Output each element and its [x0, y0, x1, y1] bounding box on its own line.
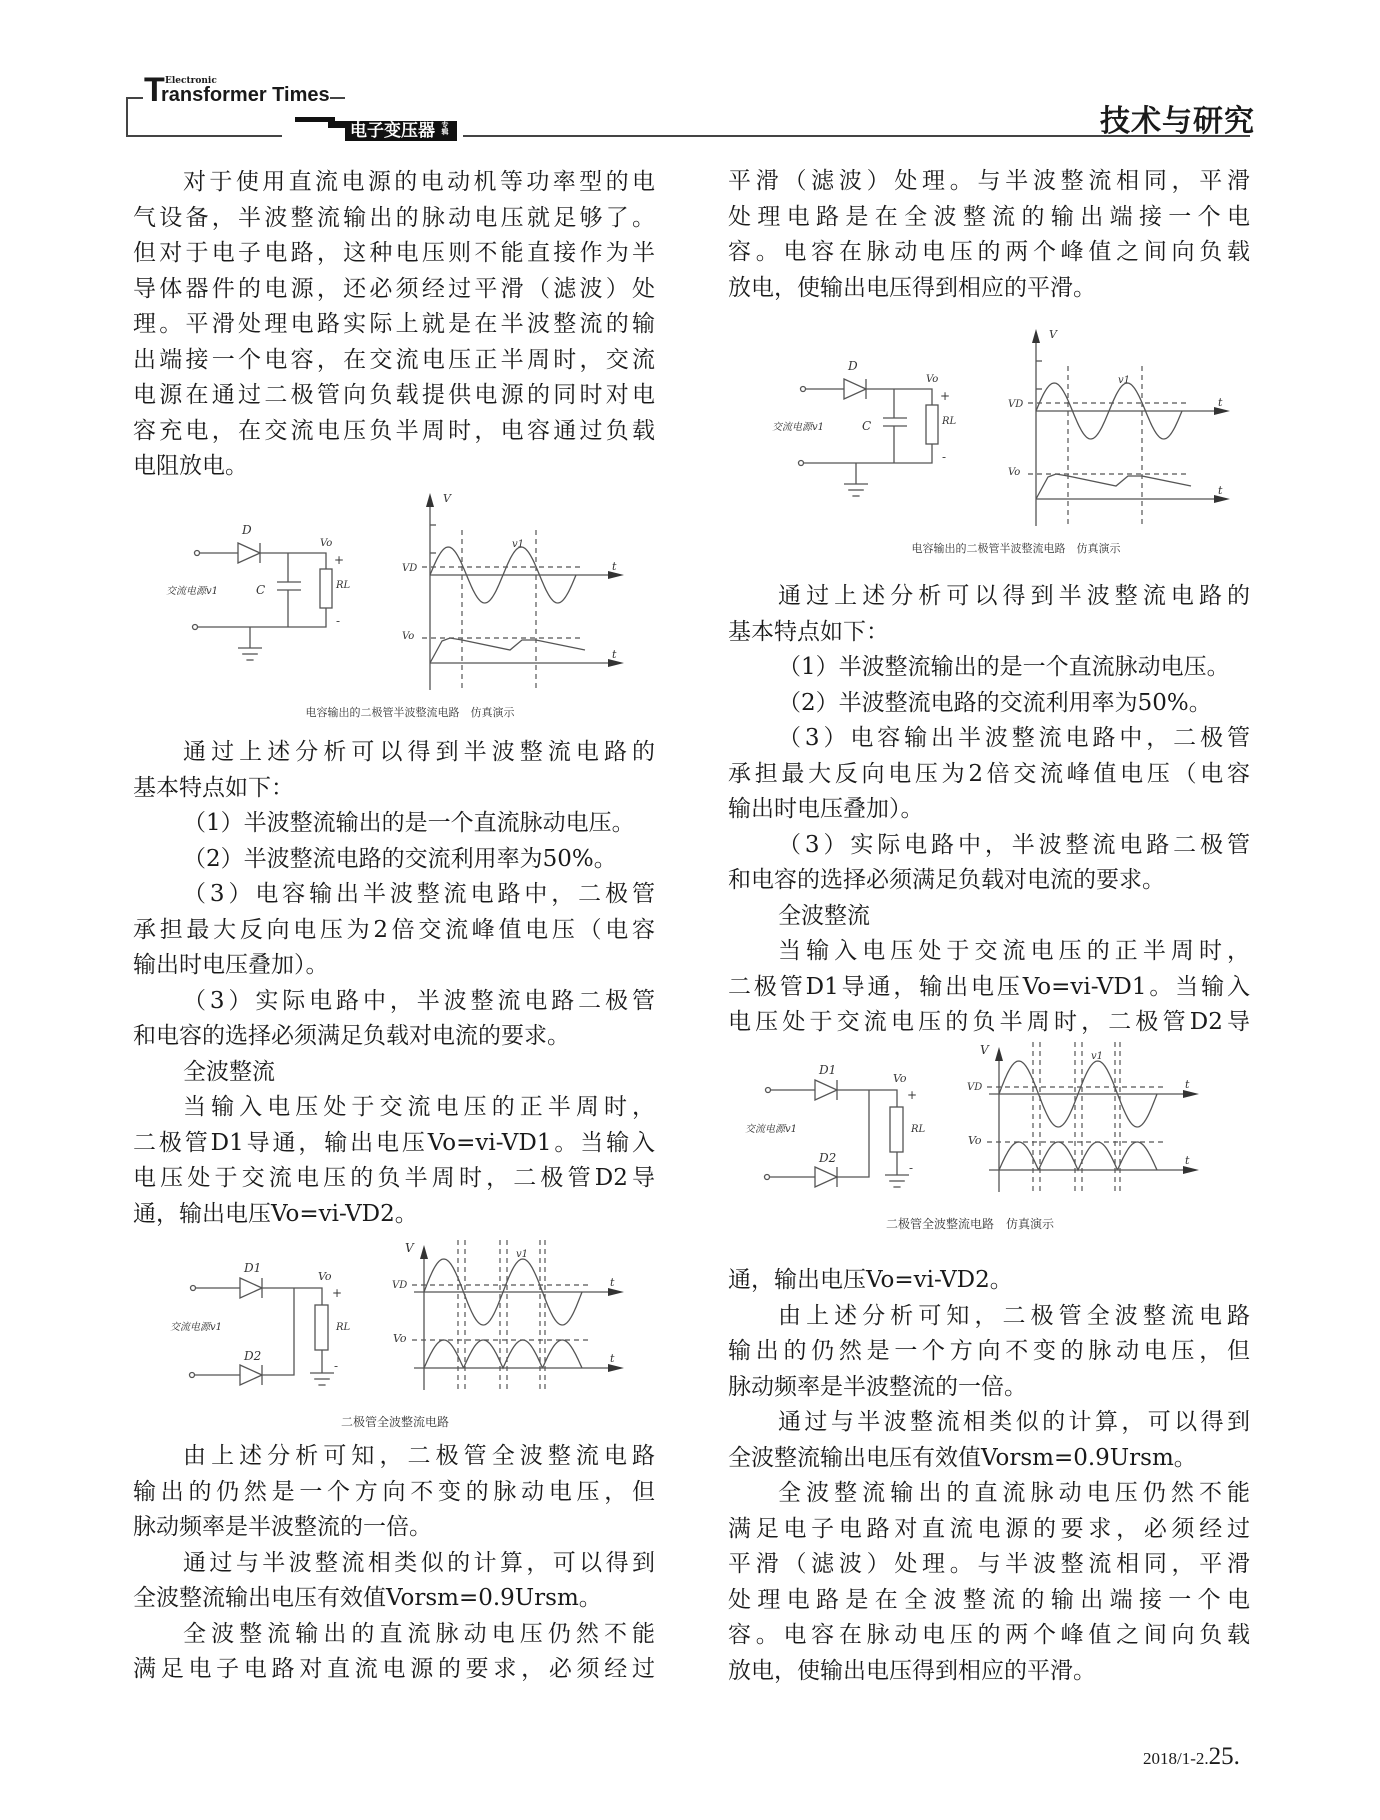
text-line: 全波整流输出电压有效值Vorsm=0.9Ursm。 — [133, 1585, 602, 1611]
axis-arrow-icon — [995, 1047, 1003, 1061]
source-label: 交流电源v1 — [745, 1124, 798, 1135]
source-label: 交流电源v1 — [166, 586, 219, 597]
text-line: 但对于电子电路，这种电压则不能直接作为半 — [133, 240, 655, 266]
text-line: 当输入电压处于交流电压的正半周时， — [778, 938, 1250, 964]
v-axis-label: V — [1049, 328, 1057, 341]
text-line: （3）实际电路中，半波整流电路二极管 — [778, 831, 1250, 858]
figure-caption: 二极管全波整流电路 — [340, 1415, 450, 1429]
text-line: 二极管D1导通，输出电压Vo=vi-VD1。当输入 — [728, 973, 1250, 1000]
figure-caption: 电容输出的二极管半波整流电路 仿真演示 — [305, 706, 515, 719]
text-line: 出端接一个电容，在交流电压正半周时，交流 — [133, 346, 655, 373]
text-line: 电源在通过二极管向负载提供电源的同时对电 — [133, 382, 655, 408]
text-line: 输出时电压叠加）。 — [133, 952, 329, 978]
figure-full-wave-rectifier — [150, 1230, 670, 1470]
terminal — [801, 387, 806, 392]
text-line: （3）实际电路中，半波整流电路二极管 — [183, 987, 655, 1014]
resistor-label: RL — [942, 416, 957, 427]
ground-symbol — [238, 648, 262, 660]
capacitor-label: C — [256, 583, 266, 597]
text-line: 通过上述分析可以得到半波整流电路的 — [183, 739, 655, 765]
vd-label: VD — [967, 1082, 983, 1093]
circuit-diagram — [725, 1032, 1245, 1272]
v-axis-label: V — [405, 1241, 414, 1255]
t-axis-label: t — [1218, 484, 1223, 497]
masthead-bottom-line — [126, 135, 282, 137]
text-line: 输出的仍然是一个方向不变的脉动电压，但 — [728, 1338, 1250, 1364]
vd-label: VD — [1008, 399, 1024, 410]
text-line: 全波整流 — [778, 902, 870, 929]
axis-arrow-icon — [608, 1364, 624, 1372]
brand-electronic: Electronic — [165, 76, 217, 86]
vo-axis-label: Vo — [393, 1332, 407, 1345]
source-label: 交流电源v1 — [170, 1322, 223, 1333]
d2-label: D2 — [819, 1151, 837, 1165]
text-line: 容。电容在脉动电压的两个峰值之间向负载 — [728, 239, 1250, 265]
capacitor-symbol — [883, 418, 907, 426]
terminal — [191, 1286, 196, 1291]
resistor-symbol — [890, 1107, 903, 1152]
text-line: 电压处于交流电压的负半周时，二极管D2导 — [728, 1009, 1250, 1035]
brand-dash — [330, 97, 345, 99]
text-line: 处理电路是在全波整流的输出端接一个电 — [728, 1586, 1250, 1613]
output-waveform — [999, 1142, 1157, 1170]
text-line: 全波整流 — [183, 1058, 275, 1085]
brand-name: ransformer Times — [161, 84, 330, 106]
ground-symbol — [885, 1175, 909, 1187]
text-line: 脉动频率是半波整流的一倍。 — [133, 1514, 432, 1540]
text-line: （2）半波整流电路的交流利用率为50%。 — [778, 689, 1212, 716]
terminal — [190, 1373, 195, 1378]
circuit-diagram — [756, 326, 1276, 566]
axis-arrow-icon — [1183, 1090, 1199, 1098]
terminal — [195, 551, 200, 556]
vo-axis-label: Vo — [1008, 467, 1021, 478]
text-block — [728, 164, 1250, 306]
text-block — [133, 735, 655, 1232]
source-label: 交流电源v1 — [772, 422, 825, 433]
text-line: 由上述分析可知，二极管全波整流电路 — [778, 1302, 1250, 1329]
text-line: 气设备，半波整流输出的脉动电压就足够了。 — [133, 204, 655, 231]
text-line: 容。电容在脉动电压的两个峰值之间向负载 — [728, 1622, 1250, 1648]
output-waveform — [424, 1340, 582, 1368]
ground-symbol — [844, 484, 868, 496]
resistor-label: RL — [336, 580, 351, 591]
text-line: 容充电，在交流电压负半周时，电容通过负载 — [133, 417, 655, 444]
diode-symbol — [815, 1167, 837, 1187]
brand-T: T — [144, 71, 165, 109]
t-axis-label: t — [1185, 1078, 1190, 1091]
text-line: 对于使用直流电源的电动机等功率型的电 — [183, 169, 655, 195]
t-axis-label: t — [610, 1352, 615, 1365]
v1-label: v1 — [1118, 375, 1131, 386]
terminal — [799, 461, 804, 466]
text-line: 电压处于交流电压的负半周时，二极管D2导 — [133, 1165, 655, 1191]
d2-label: D2 — [244, 1349, 262, 1363]
axis-arrow-icon — [608, 1288, 624, 1296]
text-line: 全波整流输出电压有效值Vorsm=0.9Ursm。 — [728, 1444, 1197, 1471]
text-line: 通，输出电压Vo=vi-VD2。 — [728, 1267, 1013, 1293]
axis-arrow-icon — [426, 493, 434, 507]
figure-caption: 电容输出的二极管半波整流电路 仿真演示 — [911, 542, 1121, 555]
wire — [804, 389, 932, 484]
diode-symbol — [815, 1080, 837, 1100]
issue-number: 2018/1-2. — [1143, 1749, 1209, 1768]
diode-symbol — [238, 543, 260, 563]
text-line: 输出的仍然是一个方向不变的脉动电压，但 — [133, 1478, 655, 1505]
wire — [198, 553, 326, 648]
plus-label: + — [940, 389, 951, 403]
text-line: 二极管D1导通，输出电压Vo=vi-VD1。当输入 — [133, 1129, 655, 1156]
resistor-symbol — [315, 1305, 328, 1350]
v-axis-label: V — [980, 1043, 989, 1057]
t-axis-label: t — [612, 560, 617, 573]
t-axis-label: t — [1218, 396, 1223, 409]
text-line: 处理电路是在全波整流的输出端接一个电 — [728, 203, 1250, 230]
text-block — [728, 579, 1250, 1041]
axis-arrow-icon — [1032, 329, 1040, 343]
t-axis-label: t — [610, 1276, 615, 1289]
diode-symbol — [240, 1278, 262, 1298]
text-line: 基本特点如下： — [133, 774, 294, 801]
figure-half-wave-rectifier — [756, 326, 1276, 566]
text-block — [133, 1439, 655, 1688]
diode-label: D — [242, 523, 252, 537]
terminal — [193, 625, 198, 630]
banner — [345, 121, 457, 141]
minus-label: - — [336, 614, 341, 628]
vo-axis-label: Vo — [402, 631, 415, 642]
page-footer — [1143, 1743, 1240, 1771]
masthead-bracket-line — [126, 97, 128, 136]
banner-sub: 专辑 — [441, 121, 449, 135]
text-line: 和电容的选择必须满足负载对电流的要求。 — [728, 867, 1165, 893]
output-waveform — [1036, 474, 1191, 499]
text-line: 和电容的选择必须满足负载对电流的要求。 — [133, 1023, 570, 1049]
circuit-diagram — [150, 1230, 670, 1470]
t-axis-label: t — [612, 648, 617, 661]
plus-label: + — [332, 1286, 343, 1300]
v1-label: v1 — [512, 539, 525, 550]
text-line: 脉动频率是半波整流的一倍。 — [728, 1373, 1027, 1400]
axis-arrow-icon — [420, 1245, 428, 1259]
text-line: 输出时电压叠加）。 — [728, 796, 924, 822]
vo-label: Vo — [320, 538, 333, 549]
plus-label: + — [334, 553, 345, 567]
text-line: （1）半波整流输出的是一个直流脉动电压。 — [183, 810, 635, 836]
section-title: 技术与研究 — [1100, 104, 1255, 139]
diode-label: D — [848, 359, 858, 373]
text-line: 通，输出电压Vo=vi-VD2。 — [133, 1200, 418, 1227]
minus-label: - — [334, 1359, 339, 1373]
text-line: 通过与半波整流相类似的计算，可以得到 — [183, 1549, 655, 1576]
text-line: （1）半波整流输出的是一个直流脉动电压。 — [778, 654, 1230, 680]
vd-label: VD — [392, 1280, 408, 1291]
output-waveform — [430, 638, 585, 663]
vo-label: Vo — [318, 1270, 332, 1283]
text-line: 承担最大反向电压为2倍交流峰值电压（电容 — [728, 760, 1250, 787]
capacitor-symbol — [277, 582, 301, 590]
text-line: 放电，使输出电压得到相应的平滑。 — [728, 1657, 1096, 1684]
diode-symbol — [240, 1365, 262, 1385]
text-line: 通过与半波整流相类似的计算，可以得到 — [778, 1409, 1250, 1435]
text-line: （2）半波整流电路的交流利用率为50%。 — [183, 845, 617, 872]
text-line: 当输入电压处于交流电压的正半周时， — [183, 1094, 655, 1120]
text-line: 满足电子电路对直流电源的要求，必须经过 — [728, 1515, 1250, 1542]
text-line: 平滑（滤波）处理。与半波整流相同，平滑 — [728, 168, 1250, 194]
text-line: 满足电子电路对直流电源的要求，必须经过 — [133, 1656, 655, 1682]
axis-arrow-icon — [1183, 1166, 1199, 1174]
text-line: （3）电容输出半波整流电路中，二极管 — [778, 725, 1250, 751]
text-line: 基本特点如下： — [728, 618, 889, 645]
capacitor-label: C — [862, 419, 872, 433]
text-line: 承担最大反向电压为2倍交流峰值电压（电容 — [133, 916, 655, 943]
vd-label: VD — [402, 563, 418, 574]
terminal — [766, 1088, 771, 1093]
terminal — [765, 1175, 770, 1180]
v-axis-label: V — [443, 492, 451, 505]
circuit-diagram — [150, 490, 670, 730]
resistor-symbol — [320, 569, 332, 608]
text-line: 电阻放电。 — [133, 453, 248, 479]
text-line: 导体器件的电源，还必须经过平滑（滤波）处 — [133, 275, 655, 302]
d1-label: D1 — [819, 1063, 837, 1077]
page-number: 25. — [1208, 1743, 1240, 1770]
v1-label: v1 — [516, 1249, 529, 1260]
ground-symbol — [310, 1373, 334, 1385]
resistor-label: RL — [911, 1124, 926, 1135]
resistor-symbol — [926, 405, 938, 444]
text-line: （3）电容输出半波整流电路中，二极管 — [183, 881, 655, 907]
figure-half-wave-rectifier — [150, 490, 670, 730]
minus-label: - — [909, 1161, 914, 1175]
resistor-label: RL — [336, 1322, 351, 1333]
text-block — [728, 1263, 1250, 1689]
text-block — [133, 165, 655, 485]
text-line: 由上述分析可知，二极管全波整流电路 — [183, 1443, 655, 1469]
masthead-top-line — [126, 97, 143, 99]
vo-axis-label: Vo — [968, 1134, 982, 1147]
text-line: 平滑（滤波）处理。与半波整流相同，平滑 — [728, 1551, 1250, 1577]
plus-label: + — [907, 1088, 918, 1102]
vo-label: Vo — [893, 1072, 907, 1085]
figure-full-wave-rectifier — [725, 1032, 1245, 1272]
text-line: 放电，使输出电压得到相应的平滑。 — [728, 274, 1096, 301]
vo-label: Vo — [926, 374, 939, 385]
text-line: 全波整流输出的直流脉动电压仍然不能 — [183, 1620, 655, 1647]
minus-label: - — [942, 450, 947, 464]
text-line: 理。平滑处理电路实际上就是在半波整流的输 — [133, 311, 655, 337]
t-axis-label: t — [1185, 1154, 1190, 1167]
diode-symbol — [844, 379, 866, 399]
d1-label: D1 — [244, 1261, 262, 1275]
text-line: 全波整流输出的直流脉动电压仍然不能 — [778, 1480, 1250, 1506]
figure-caption: 二极管全波整流电路 仿真演示 — [885, 1217, 1055, 1231]
v1-label: v1 — [1091, 1051, 1104, 1062]
text-line: 通过上述分析可以得到半波整流电路的 — [778, 583, 1250, 609]
banner-title: 电子变压器 — [350, 121, 435, 141]
